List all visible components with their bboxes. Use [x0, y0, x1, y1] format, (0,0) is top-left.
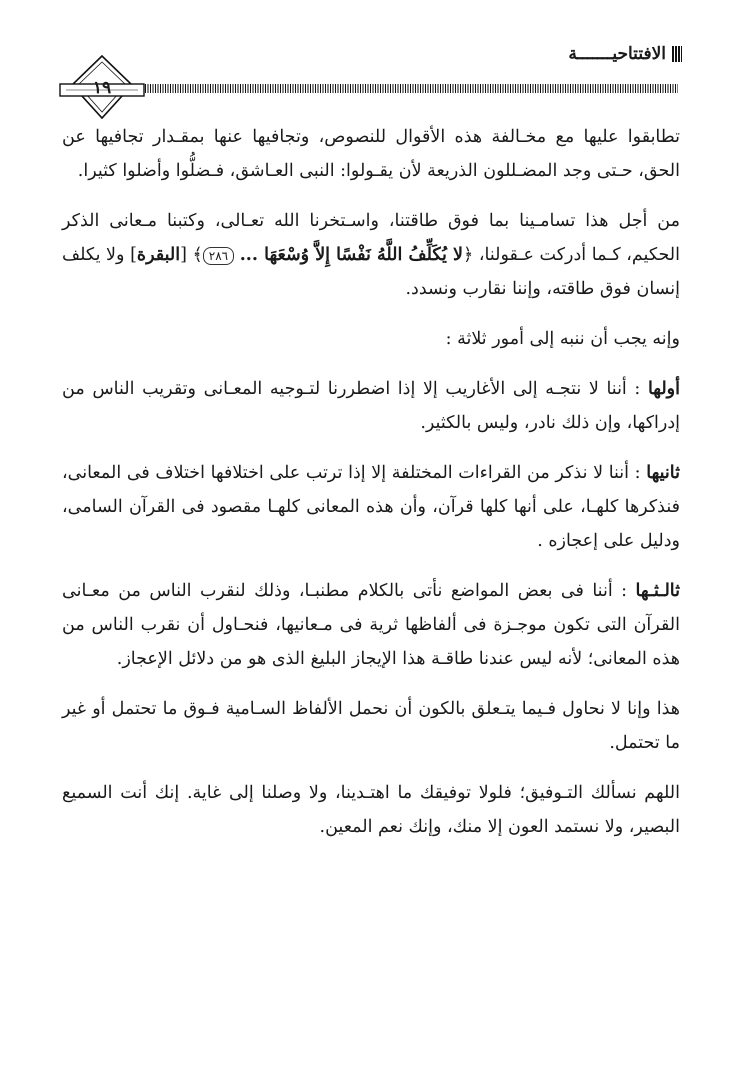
point-lead: ثالـثـها — [635, 581, 680, 601]
paragraph-text: من أجل هذا تسامـينا بما فوق طاقتنا، واسـتخرنا الله تعـالى، وكتبنا مـعانى الذكر الحكيم، كـما أدركت عـقولنا، ﴿ — [62, 211, 680, 265]
paragraph-text: ] ولا يكلف إنسان فوق طاقته، وإننا نقارب ونسدد. — [62, 245, 680, 299]
paragraph-text: تطابقوا عليها مع مخـالفة هذه الأقوال للنصوص، وتجافيها عنها بمقـدار تجافيها عن الحق، حـتى وجد المضـللون الذريعة لأن يقـولوا: النبى العـاشق، فـضلُّوا وأضلوا كثيرا. — [62, 127, 680, 181]
verse-close: ﴾ [ — [180, 245, 203, 265]
paragraph-text: اللهم نسألك التـوفيق؛ فلولا توفيقك ما اهتـدينا، ولا وصلنا إلى غاية. إنك أنت السميع البصير، ولا نستمد العون إلا منك، وإنك نعم المعين. — [62, 783, 680, 837]
paragraph — [62, 322, 680, 356]
paragraph — [62, 456, 680, 558]
point-lead: ثانيها — [646, 463, 680, 483]
header-rule — [140, 84, 678, 93]
paragraph — [62, 372, 680, 440]
chapter-title: الافتتاحيـــــــة — [568, 44, 666, 64]
page-number: ١٩ — [92, 78, 112, 98]
paragraph — [62, 692, 680, 760]
surah-name: البقرة — [136, 245, 181, 265]
verse-number-badge: ٢٨٦ — [203, 247, 234, 265]
paragraph-text: : أننا لا نتجـه إلى الأغاريب إلا إذا اضطررنا لتـوجيه المعـانى وتقريب الناس من إدراكها، وإن ذلك نادر، وليس بالكثير. — [62, 379, 680, 433]
paragraph-text: : أننا فى بعض المواضع نأتى بالكلام مطنبـا، وذلك لنقرب الناس من معـانى القرآن التى تكون موجـزة فى ألفاظها ثرية فى مـعانيها، فنحـاول أن نقرب الناس من هذه المعانى؛ لأنه ليس عندنا طاقـة هذا الإيجاز البليغ الذى هو من دلائل الإعجاز. — [62, 581, 680, 669]
header-ornament-icon — [672, 46, 682, 62]
quran-verse: لا يُكَلِّفُ اللَّهُ نَفْسًا إِلاَّ وُسْعَهَا ... — [239, 245, 464, 265]
paragraph — [62, 776, 680, 844]
paragraph-text: : أننا لا نذكر من القراءات المختلفة إلا إذا ترتب على اختلافها اختلاف فى المعانى، فنذكرها كلهـا، على أنها كلها قرآن، وأن هذه المعانى كلهـا مقصود فى القرآن السامى، ودليل على إعجازه . — [62, 463, 680, 551]
paragraph-text: هذا وإنا لا نحاول فـيما يتـعلق بالكون أن نحمل الألفاظ السـامية فـوق ما تحتمل أو غير ما تحتمل. — [62, 699, 680, 753]
paragraph-text: وإنه يجب أن ننبه إلى أمور ثلاثة : — [445, 329, 680, 349]
paragraph — [62, 204, 680, 306]
paragraph — [62, 120, 680, 188]
point-lead: أولها — [647, 379, 680, 399]
paragraph — [62, 574, 680, 676]
body-text — [62, 120, 680, 860]
page-number-badge — [58, 52, 146, 122]
running-header — [568, 44, 682, 64]
